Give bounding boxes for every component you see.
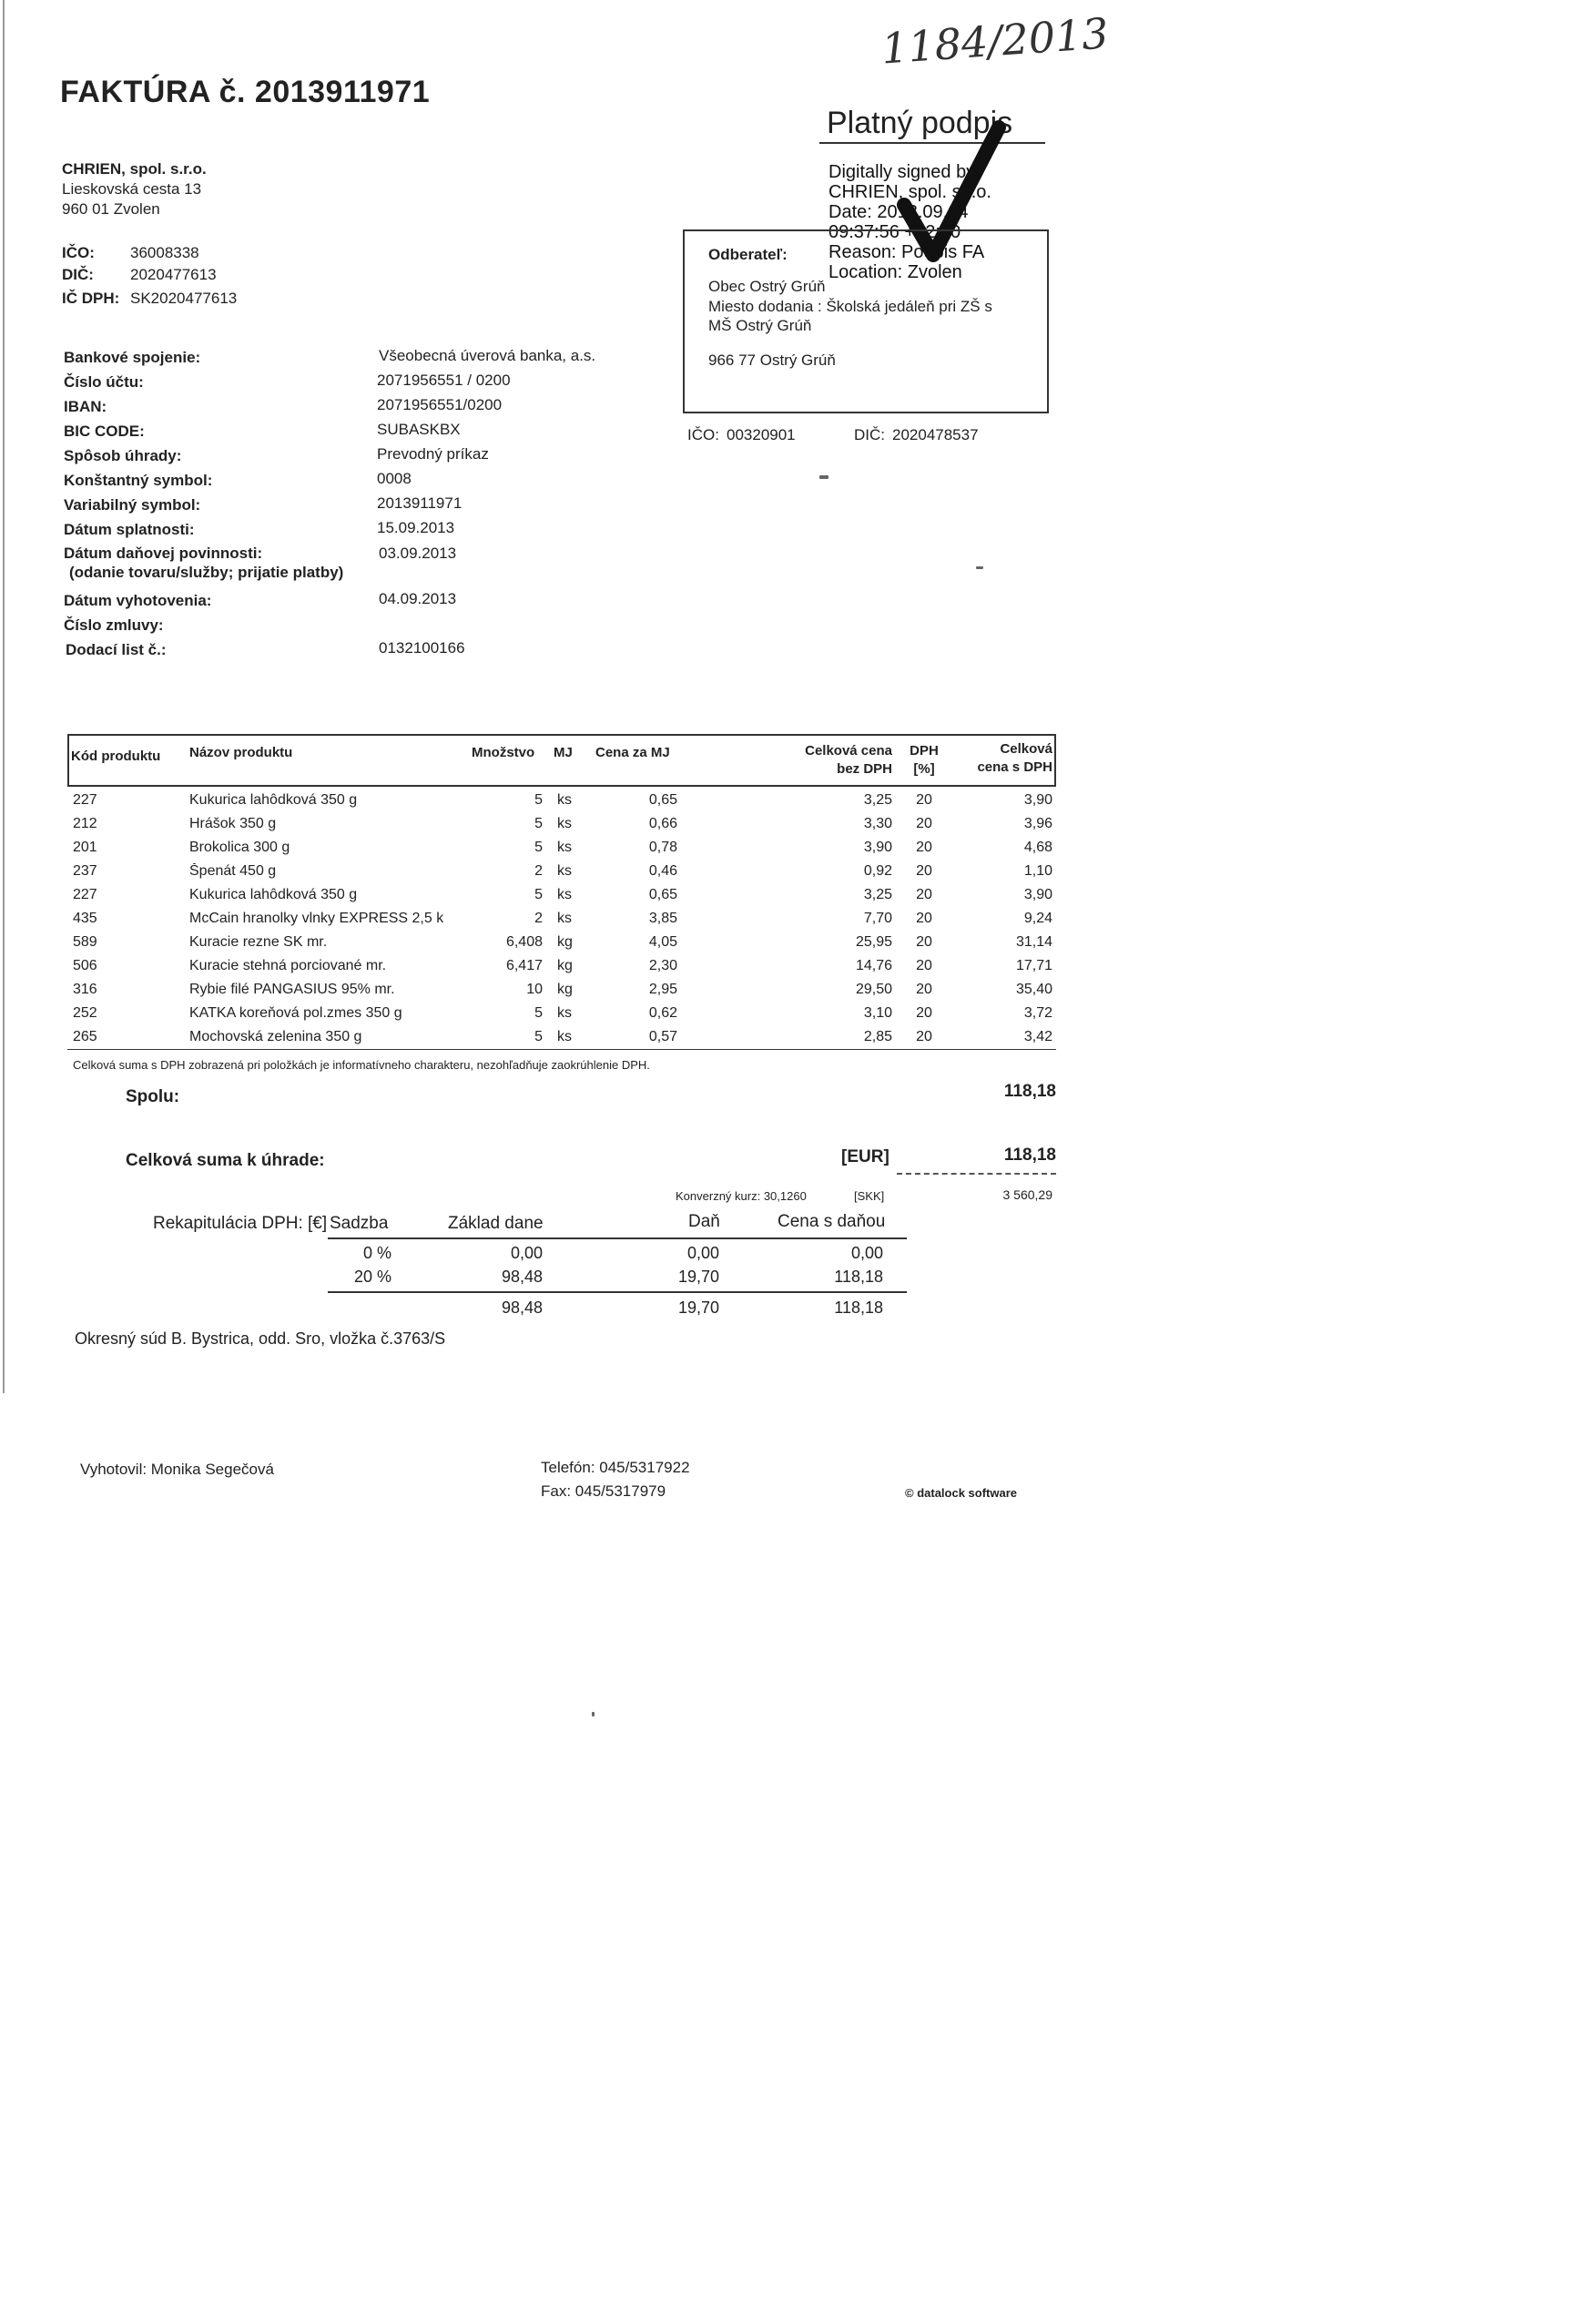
cell-gross: 4,68 bbox=[1023, 840, 1052, 855]
bank-label-12: Dodací list č.: bbox=[66, 641, 167, 658]
bank-value-6: 2013911971 bbox=[377, 494, 463, 512]
bank-value-3: SUBASKBX bbox=[377, 421, 461, 438]
customer-label: Odberateľ: bbox=[708, 246, 788, 263]
recap-total-rule bbox=[328, 1291, 907, 1293]
cell-vat: 20 bbox=[916, 840, 932, 855]
cell-qty: 6,408 bbox=[505, 934, 543, 950]
recap-row-base: 0,00 bbox=[510, 1244, 543, 1262]
handwritten-note: 1184/2013 bbox=[879, 8, 1111, 74]
cell-qty: 5 bbox=[534, 792, 543, 808]
cell-vat: 20 bbox=[916, 911, 932, 926]
bank-label-0: Bankové spojenie: bbox=[64, 349, 201, 366]
cell-price: 3,85 bbox=[648, 911, 677, 926]
cell-gross: 1,10 bbox=[1023, 863, 1052, 879]
recap-row-rate: 0 % bbox=[362, 1244, 391, 1262]
table-header-rule bbox=[67, 785, 1056, 787]
customer-dic: 2020478537 bbox=[892, 426, 979, 443]
table-top-rule bbox=[67, 734, 1056, 736]
th-price: Cena za MJ bbox=[595, 745, 670, 760]
th-gross-1: Celková bbox=[1000, 741, 1052, 757]
cell-unit: ks bbox=[557, 792, 572, 808]
cell-unit: ks bbox=[557, 840, 572, 855]
cell-price: 0,62 bbox=[648, 1005, 677, 1021]
cell-price: 0,46 bbox=[648, 863, 677, 879]
cell-unit: ks bbox=[557, 863, 572, 879]
bank-value-1: 2071956551 / 0200 bbox=[377, 372, 511, 389]
cell-name: McCain hranolky vlnky EXPRESS 2,5 k bbox=[189, 911, 444, 926]
th-net-1: Celková cena bbox=[805, 743, 892, 759]
scan-edge-line bbox=[3, 0, 5, 1393]
customer-line-2: Miesto dodania : Školská jedáleň pri ZŠ s bbox=[708, 298, 992, 315]
cell-qty: 6,417 bbox=[505, 958, 543, 973]
recap-row-base: 98,48 bbox=[501, 1268, 543, 1286]
cell-net: 29,50 bbox=[855, 982, 892, 997]
cell-qty: 5 bbox=[534, 1029, 543, 1044]
bank-label-5: Konštantný symbol: bbox=[64, 472, 213, 489]
supplier-icdph: SK2020477613 bbox=[130, 290, 238, 307]
cell-code: 265 bbox=[73, 1029, 97, 1044]
cell-gross: 3,96 bbox=[1023, 816, 1052, 831]
cell-vat: 20 bbox=[916, 1029, 932, 1044]
cell-net: 3,90 bbox=[863, 840, 892, 855]
bank-label-1: Číslo účtu: bbox=[64, 373, 144, 391]
bank-value-5: 0008 bbox=[377, 470, 412, 487]
cell-gross: 3,90 bbox=[1023, 887, 1052, 902]
recap-head-with-tax: Cena s daňou bbox=[778, 1212, 886, 1231]
supplier-dic: 2020477613 bbox=[130, 266, 217, 283]
bank-value-8: 03.09.2013 bbox=[379, 545, 457, 562]
recap-header-rule bbox=[328, 1237, 907, 1239]
th-qty: Množstvo bbox=[472, 745, 535, 760]
cell-code: 316 bbox=[73, 982, 97, 997]
invoice-title: FAKTÚRA č. 2013911971 bbox=[60, 75, 431, 109]
recap-total-tax: 19,70 bbox=[677, 1298, 719, 1317]
th-gross-2: cena s DPH bbox=[977, 759, 1052, 775]
cell-unit: ks bbox=[557, 1005, 572, 1021]
cell-net: 2,85 bbox=[863, 1029, 892, 1044]
cell-vat: 20 bbox=[916, 887, 932, 902]
th-net-2: bez DPH bbox=[837, 761, 892, 777]
signature-line-2: CHRIEN, spol. s r.o. bbox=[828, 182, 991, 202]
supplier-icdph-label: IČ DPH: bbox=[62, 290, 120, 307]
table-left-rule bbox=[67, 734, 69, 785]
supplier-ico-label: IČO: bbox=[62, 244, 95, 261]
conversion-label: Konverzný kurz: 30,1260 bbox=[676, 1189, 807, 1203]
cell-name: Mochovská zelenina 350 g bbox=[189, 1029, 362, 1044]
bank-value-0: Všeobecná úverová banka, a.s. bbox=[379, 347, 596, 364]
recap-total-with-tax: 118,18 bbox=[834, 1298, 883, 1317]
cell-price: 2,30 bbox=[648, 958, 677, 973]
customer-dic-label: DIČ: bbox=[854, 426, 885, 443]
cell-qty: 5 bbox=[534, 887, 543, 902]
cell-name: Brokolica 300 g bbox=[189, 840, 290, 855]
scan-speck bbox=[592, 1712, 595, 1716]
cell-price: 2,95 bbox=[648, 982, 677, 997]
software-brand: © datalock software bbox=[905, 1486, 1018, 1500]
bank-value-2: 2071956551/0200 bbox=[377, 396, 503, 413]
cell-code: 227 bbox=[73, 792, 97, 808]
cell-price: 0,57 bbox=[648, 1029, 677, 1044]
bank-label-4: Spôsob úhrady: bbox=[64, 447, 182, 464]
cell-gross: 3,72 bbox=[1023, 1005, 1052, 1021]
cell-unit: ks bbox=[557, 1029, 572, 1044]
total-label: Celková suma k úhrade: bbox=[126, 1151, 325, 1170]
footer-fax: Fax: 045/5317979 bbox=[541, 1482, 666, 1500]
cell-code: 252 bbox=[73, 1005, 97, 1021]
cell-unit: ks bbox=[557, 911, 572, 926]
bank-label-6: Variabilný symbol: bbox=[64, 496, 201, 514]
table-bottom-rule bbox=[67, 1049, 1056, 1050]
signature-line-6: Location: Zvolen bbox=[828, 262, 962, 282]
cell-name: Hrášok 350 g bbox=[189, 816, 277, 831]
cell-qty: 5 bbox=[534, 1005, 543, 1021]
bank-value-10: 04.09.2013 bbox=[379, 590, 457, 607]
cell-gross: 3,90 bbox=[1023, 792, 1052, 808]
cell-net: 3,10 bbox=[863, 1005, 892, 1021]
customer-line-4: 966 77 Ostrý Grúň bbox=[708, 351, 836, 369]
supplier-ico: 36008338 bbox=[130, 244, 199, 261]
bank-label-7: Dátum splatnosti: bbox=[64, 521, 195, 538]
cell-net: 0,92 bbox=[863, 863, 892, 879]
issued-by: Vyhotovil: Monika Segečová bbox=[80, 1461, 274, 1478]
cell-net: 14,76 bbox=[855, 958, 892, 973]
cell-gross: 17,71 bbox=[1015, 958, 1052, 973]
cell-net: 3,30 bbox=[863, 816, 892, 831]
spolu-label: Spolu: bbox=[126, 1087, 180, 1106]
bank-label-9: (odanie tovaru/služby; prijatie platby) bbox=[69, 564, 344, 581]
table-right-rule bbox=[1054, 734, 1056, 785]
cell-price: 0,65 bbox=[648, 887, 677, 902]
cell-code: 212 bbox=[73, 816, 97, 831]
th-code: Kód produktu bbox=[71, 749, 161, 764]
cell-code: 435 bbox=[73, 911, 97, 926]
cell-name: Rybie filé PANGASIUS 95% mr. bbox=[189, 982, 395, 997]
th-name: Názov produktu bbox=[189, 745, 293, 760]
cell-vat: 20 bbox=[916, 1005, 932, 1021]
signature-line-4: 09:37:56 +02:00 bbox=[828, 222, 961, 242]
supplier-name: CHRIEN, spol. s.r.o. bbox=[62, 160, 207, 178]
recap-row-rate: 20 % bbox=[353, 1268, 391, 1286]
customer-line-1: Obec Ostrý Grúň bbox=[708, 278, 826, 295]
cell-vat: 20 bbox=[916, 958, 932, 973]
signature-line-5: Reason: Podpis FA bbox=[828, 242, 985, 262]
cell-gross: 9,24 bbox=[1023, 911, 1052, 926]
cell-code: 589 bbox=[73, 934, 97, 950]
cell-price: 0,65 bbox=[648, 792, 677, 808]
cell-name: Kuracie rezne SK mr. bbox=[189, 934, 328, 950]
bank-label-10: Dátum vyhotovenia: bbox=[64, 592, 212, 609]
cell-qty: 10 bbox=[526, 982, 543, 997]
cell-gross: 3,42 bbox=[1023, 1029, 1052, 1044]
cell-name: Kuracie stehná porciované mr. bbox=[189, 958, 387, 973]
conversion-currency: [SKK] bbox=[854, 1189, 885, 1203]
th-vat-1: DPH bbox=[910, 743, 939, 759]
recap-row-with-tax: 118,18 bbox=[834, 1268, 883, 1286]
conversion-value: 3 560,29 bbox=[1002, 1187, 1052, 1202]
customer-line-3: MŠ Ostrý Grúň bbox=[708, 317, 812, 334]
cell-unit: ks bbox=[557, 887, 572, 902]
supplier-city: 960 01 Zvolen bbox=[62, 200, 160, 218]
cell-net: 3,25 bbox=[863, 887, 892, 902]
cell-gross: 35,40 bbox=[1015, 982, 1052, 997]
cell-vat: 20 bbox=[916, 934, 932, 950]
total-value: 118,18 bbox=[1003, 1146, 1056, 1165]
cell-vat: 20 bbox=[916, 863, 932, 879]
scan-speck bbox=[819, 475, 828, 479]
cell-code: 201 bbox=[73, 840, 97, 855]
bank-value-4: Prevodný príkaz bbox=[377, 445, 489, 463]
cell-name: Špenát 450 g bbox=[189, 863, 277, 879]
scan-speck bbox=[976, 566, 983, 569]
customer-ico-label: IČO: bbox=[687, 426, 719, 443]
bank-value-7: 15.09.2013 bbox=[377, 519, 455, 536]
bank-value-12: 0132100166 bbox=[379, 639, 465, 657]
cell-vat: 20 bbox=[916, 816, 932, 831]
table-footnote: Celková suma s DPH zobrazená pri položkách je informatívneho charakteru, nezohľadňuje zaokrúhlenie DPH. bbox=[73, 1058, 650, 1072]
footer-phone: Telefón: 045/5317922 bbox=[541, 1459, 690, 1476]
bank-label-8: Dátum daňovej povinnosti: bbox=[64, 545, 263, 562]
cell-qty: 5 bbox=[534, 816, 543, 831]
cell-net: 3,25 bbox=[863, 792, 892, 808]
recap-row-tax: 19,70 bbox=[677, 1268, 719, 1286]
th-vat-2: [%] bbox=[913, 761, 935, 777]
cell-unit: kg bbox=[557, 982, 573, 997]
cell-name: Kukurica lahôdková 350 g bbox=[189, 887, 358, 902]
cell-qty: 5 bbox=[534, 840, 543, 855]
court-registration: Okresný súd B. Bystrica, odd. Sro, vložka č.3763/S bbox=[75, 1329, 446, 1348]
cell-qty: 2 bbox=[534, 863, 543, 879]
total-currency: [EUR] bbox=[841, 1147, 889, 1166]
th-unit: MJ bbox=[554, 745, 573, 760]
customer-ico: 00320901 bbox=[727, 426, 796, 443]
recap-head-base: Základ dane bbox=[448, 1214, 544, 1233]
signature-line-1: Digitally signed by bbox=[828, 162, 976, 182]
cell-gross: 31,14 bbox=[1015, 934, 1052, 950]
bank-label-2: IBAN: bbox=[64, 398, 107, 415]
cell-price: 0,78 bbox=[648, 840, 677, 855]
cell-qty: 2 bbox=[534, 911, 543, 926]
signature-heading: Platný podpis bbox=[827, 106, 1013, 140]
cell-unit: kg bbox=[557, 934, 573, 950]
cell-code: 237 bbox=[73, 863, 97, 879]
cell-net: 25,95 bbox=[855, 934, 892, 950]
signature-line-3: Date: 2013.09.04 bbox=[828, 202, 969, 222]
supplier-dic-label: DIČ: bbox=[62, 266, 94, 283]
recap-row-tax: 0,00 bbox=[686, 1244, 719, 1262]
cell-code: 227 bbox=[73, 887, 97, 902]
cell-code: 506 bbox=[73, 958, 97, 973]
recap-head-rate: Sadzba bbox=[330, 1214, 389, 1233]
supplier-street: Lieskovská cesta 13 bbox=[62, 180, 202, 198]
recap-row-with-tax: 0,00 bbox=[850, 1244, 883, 1262]
total-underline bbox=[897, 1173, 1056, 1175]
recap-total-base: 98,48 bbox=[501, 1298, 543, 1317]
cell-price: 0,66 bbox=[648, 816, 677, 831]
cell-unit: ks bbox=[557, 816, 572, 831]
cell-unit: kg bbox=[557, 958, 573, 973]
cell-name: KATKA koreňová pol.zmes 350 g bbox=[189, 1005, 402, 1021]
cell-vat: 20 bbox=[916, 792, 932, 808]
spolu-value: 118,18 bbox=[1003, 1082, 1056, 1101]
cell-vat: 20 bbox=[916, 982, 932, 997]
recap-head-tax: Daň bbox=[688, 1212, 720, 1231]
bank-label-3: BIC CODE: bbox=[64, 423, 145, 440]
cell-price: 4,05 bbox=[648, 934, 677, 950]
bank-label-11: Číslo zmluvy: bbox=[64, 616, 164, 634]
cell-net: 7,70 bbox=[863, 911, 892, 926]
cell-name: Kukurica lahôdková 350 g bbox=[189, 792, 358, 808]
recap-label: Rekapitulácia DPH: [€] bbox=[153, 1214, 328, 1233]
